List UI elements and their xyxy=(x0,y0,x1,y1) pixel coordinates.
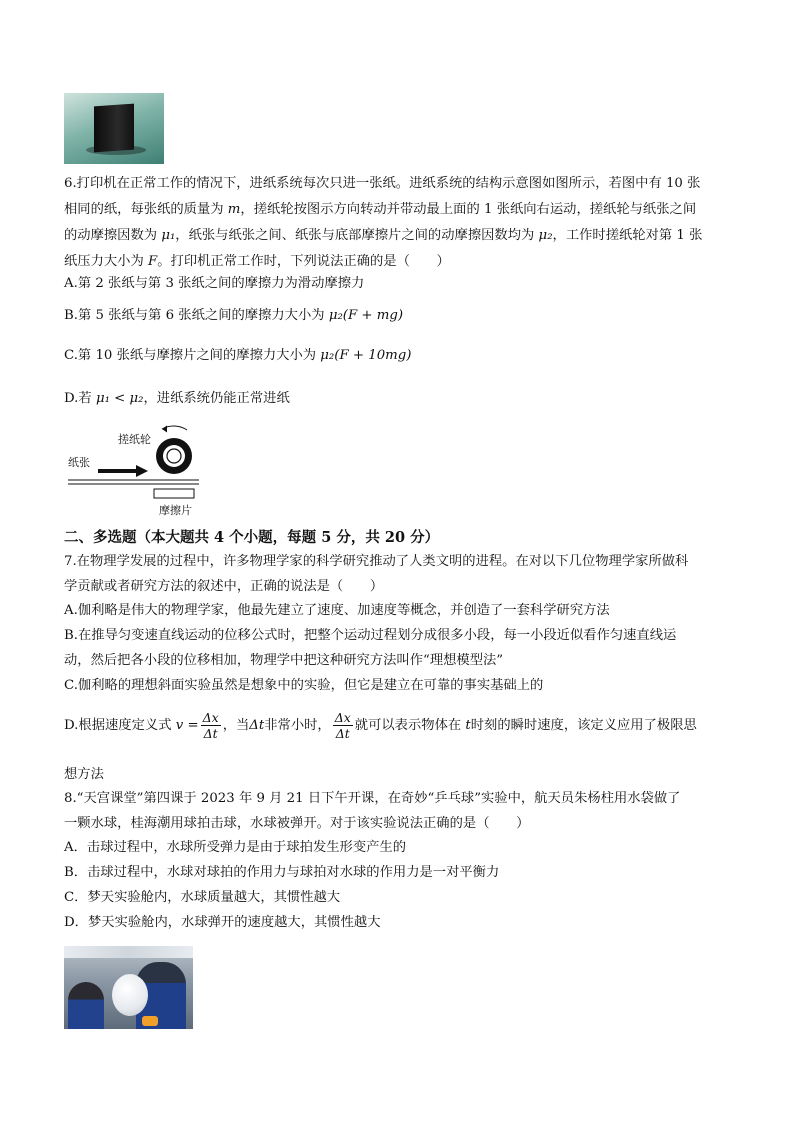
fraction-numerator: Δx xyxy=(202,710,219,725)
q6-stem-line-1: 6.打印机在正常工作的情况下，进纸系统每次只进一张纸。进纸系统的结构示意图如图所示，若图中有 10 张 xyxy=(64,176,701,191)
q7-option-d-post: 时刻的瞬时速度，该定义应用了极限思 xyxy=(470,718,697,733)
velocity-symbol: v = xyxy=(175,718,199,733)
q8-option-b: B．击球过程中，水球对球拍的作用力与球拍对水球的作用力是一对平衡力 xyxy=(64,865,500,880)
q6-option-a: A.第 2 张纸与第 3 张纸之间的摩擦力为滑动摩擦力 xyxy=(64,276,365,291)
q7-option-d-line-2: 想方法 xyxy=(64,767,104,782)
displacement-fraction xyxy=(333,710,353,741)
friction-pad xyxy=(154,489,194,498)
q7-option-d xyxy=(64,710,697,741)
q7-option-d-mid3: 就可以表示物体在 xyxy=(354,718,466,733)
q6-text: ，工作时搓纸轮对第 1 张 xyxy=(552,228,703,243)
cabin-light xyxy=(64,946,193,958)
fraction-denominator: Δt xyxy=(203,726,218,741)
fraction-numerator: Δx xyxy=(334,710,351,725)
q8-option-a: A．击球过程中，水球所受弹力是由于球拍发生形变产生的 xyxy=(64,840,407,855)
q6-option-b xyxy=(64,307,403,325)
q6-stem-line-4 xyxy=(64,253,450,271)
q7-option-d-mid2: 非常小时， xyxy=(264,718,331,733)
feed-roller-label: 搓纸轮 xyxy=(118,433,151,446)
q6-stem-line-3 xyxy=(64,227,702,245)
var-F: F xyxy=(148,254,158,269)
q6-text: 纸压力大小为 xyxy=(64,254,149,269)
black-block-photo xyxy=(64,93,164,164)
q7-stem-line-1: 7.在物理学发展的过程中，许多物理学家的科学研究推动了人类文明的进程。在对以下几位物理学家所做科 xyxy=(64,554,689,569)
q6-option-d-formula: μ₁ < μ₂ xyxy=(95,391,144,406)
paper-feed-diagram xyxy=(64,424,204,516)
q6-text: ，纸张与纸张之间、纸张与底部摩擦片之间的动摩擦因数均为 xyxy=(175,228,539,243)
paddle xyxy=(142,1016,158,1026)
time-symbol: t xyxy=(465,718,471,733)
q6-text: 的动摩擦因数为 xyxy=(64,228,162,243)
q8-stem-line-2: 一颗水球，桂海潮用球拍击球，水球被弹开。对于该实验说法正确的是（ ） xyxy=(64,816,530,831)
q7-option-d-mid1: ，当 xyxy=(222,718,250,733)
q7-option-b-line-1: B.在推导匀变速直线运动的位移公式时，把整个运动过程划分成很多小段，每一小段近似看作匀速直线运 xyxy=(64,628,677,643)
space-station-photo xyxy=(64,946,193,1029)
q6-text: 相同的纸，每张纸的质量为 xyxy=(64,202,228,217)
q6-option-b-formula: μ₂(F + mg) xyxy=(328,308,404,323)
push-arrow-head xyxy=(136,465,148,477)
var-mu2: μ₂ xyxy=(538,228,553,243)
q6-option-d xyxy=(64,390,290,408)
velocity-fraction xyxy=(201,710,221,741)
black-block xyxy=(94,104,134,153)
friction-pad-label: 摩擦片 xyxy=(159,504,192,517)
q6-text: 。打印机正常工作时，下列说法正确的是（ ） xyxy=(157,254,450,269)
rotation-arrow-head xyxy=(162,426,167,433)
astronaut-left xyxy=(68,982,104,1029)
q8-option-c: C．梦天实验舱内，水球质量越大，其惯性越大 xyxy=(64,890,341,905)
q7-option-a: A.伽利略是伟大的物理学家，他最先建立了速度、加速度等概念，并创造了一套科学研究方法 xyxy=(64,603,610,618)
q6-text: ，搓纸轮按图示方向转动并带动最上面的 1 张纸向右运动，搓纸轮与纸张之间 xyxy=(240,202,697,217)
section-heading: 二、多选题（本大题共 4 个小题，每题 5 分，共 20 分） xyxy=(64,529,440,546)
q8-stem-line-1: 8.“天宫课堂”第四课于 2023 年 9 月 21 日下午开课，在奇妙“乒乓球”实验中，航天员朱杨柱用水袋做了 xyxy=(64,791,681,806)
fraction-denominator: Δt xyxy=(335,726,350,741)
q7-option-b-line-2: 动，然后把各小段的位移相加，物理学中把这种研究方法叫作“理想模型法” xyxy=(64,653,504,668)
q7-stem-line-2: 学贡献或者研究方法的叙述中，正确的说法是（ ） xyxy=(64,579,384,594)
q6-option-b-text: B.第 5 张纸与第 6 张纸之间的摩擦力大小为 xyxy=(64,308,329,323)
q7-option-c: C.伽利略的理想斜面实验虽然是想象中的实验，但它是建立在可靠的事实基础上的 xyxy=(64,678,544,693)
q7-option-d-pre: D.根据速度定义式 xyxy=(64,718,176,733)
q6-option-c-formula: μ₂(F + 10mg) xyxy=(320,348,412,363)
q6-stem-line-2 xyxy=(64,201,696,219)
q6-option-d-pre: D.若 xyxy=(64,391,96,406)
var-mu1: μ₁ xyxy=(161,228,176,243)
paper-label: 纸张 xyxy=(68,456,90,469)
var-m: m xyxy=(227,202,241,217)
feed-roller-ring xyxy=(163,445,185,467)
q8-option-d: D．梦天实验舱内，水球弹开的速度越大，其惯性越大 xyxy=(64,915,381,930)
q6-option-d-post: ，进纸系统仍能正常进纸 xyxy=(143,391,290,406)
q6-option-c-text: C.第 10 张纸与摩擦片之间的摩擦力大小为 xyxy=(64,348,321,363)
water-ball xyxy=(112,974,148,1016)
q6-option-c xyxy=(64,347,412,365)
delta-t-symbol: Δt xyxy=(249,718,265,733)
